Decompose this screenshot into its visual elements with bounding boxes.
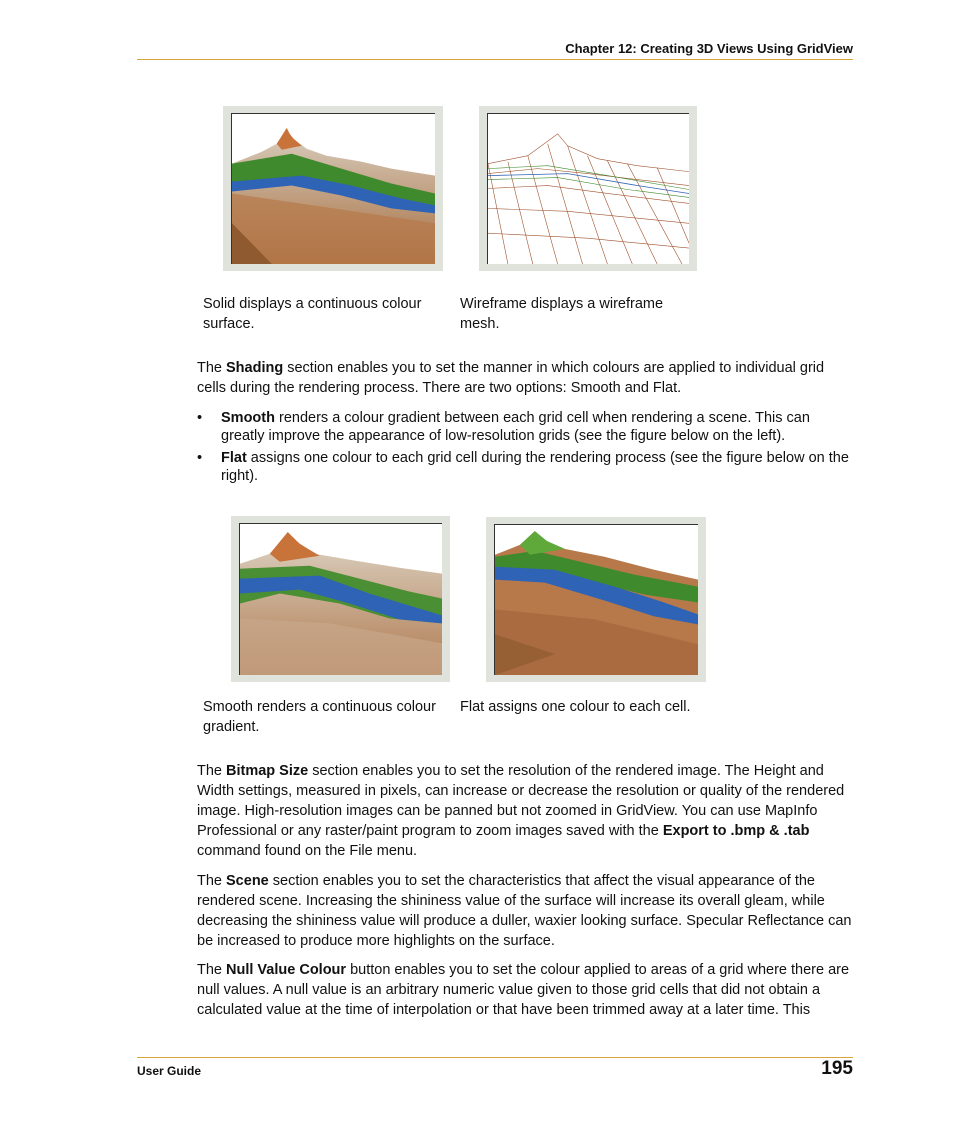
wireframe-caption bbox=[460, 294, 700, 334]
flat-caption-line1: Flat assigns one colour to each cell. bbox=[460, 699, 691, 715]
bullet-marker: • bbox=[197, 450, 203, 466]
smooth-caption-line1: Smooth renders a continuous colour bbox=[203, 699, 436, 715]
smooth-render-figure bbox=[231, 516, 450, 682]
scene-paragraph: The Scene section enables you to set the characteristics that affect the visual appearance of the rendered scene. Increasing the shininess value of the surface will increase its overall gleam, while decreasing the shininess value will produce a duller, waxier looking surface. Specular Reflectance can be increased to produce more highlights on the surface. bbox=[197, 873, 852, 949]
wireframe-caption-line2: mesh. bbox=[460, 316, 500, 332]
solid-caption bbox=[203, 294, 443, 334]
solid-terrain-image bbox=[232, 114, 435, 264]
wireframe-render-figure bbox=[479, 106, 697, 271]
null-value-paragraph: The Null Value Colour button enables you to set the colour applied to areas of a grid where there are null values. A null value is an arbitrary numeric value given to those grid cells that did not obtain a calculated value at the time of interpolation or that have been trimmed away at a later time. This bbox=[197, 962, 850, 1018]
shading-paragraph: The Shading section enables you to set the manner in which colours are applied to individual grid cells during the rendering process. There are two options: Smooth and Flat. bbox=[197, 360, 825, 396]
footer-rule bbox=[137, 1057, 853, 1058]
bullet-marker: • bbox=[197, 410, 203, 426]
footer-guide-label: User Guide bbox=[137, 1064, 202, 1078]
header-rule bbox=[137, 59, 853, 60]
solid-render-figure bbox=[223, 106, 443, 271]
page-header-title: Chapter 12: Creating 3D Views Using GridView bbox=[565, 41, 853, 56]
smooth-terrain-image bbox=[240, 524, 442, 675]
wireframe-caption-line1: Wireframe displays a wireframe bbox=[460, 296, 664, 312]
bitmap-size-paragraph: The Bitmap Size section enables you to set the resolution of the rendered image. The Height and Width settings, measured in pixels, can increase or decrease the resolution or quality of the rendered image. High-resolution images can be panned but not zoomed in GridView. You can use MapInfo Professional or any raster/paint program to zoom images saved with the Export to .bmp & .tab command found on the File menu. bbox=[197, 763, 845, 859]
flat-terrain-image bbox=[495, 525, 698, 675]
solid-caption-line1: Solid displays a continuous colour bbox=[203, 296, 422, 312]
page-number: 195 bbox=[821, 1058, 853, 1079]
smooth-caption-line2: gradient. bbox=[203, 719, 260, 735]
flat-caption bbox=[460, 697, 720, 717]
smooth-caption bbox=[203, 697, 453, 737]
flat-render-figure bbox=[486, 517, 706, 682]
solid-caption-line2: surface. bbox=[203, 316, 255, 332]
wireframe-terrain-image bbox=[488, 114, 689, 264]
